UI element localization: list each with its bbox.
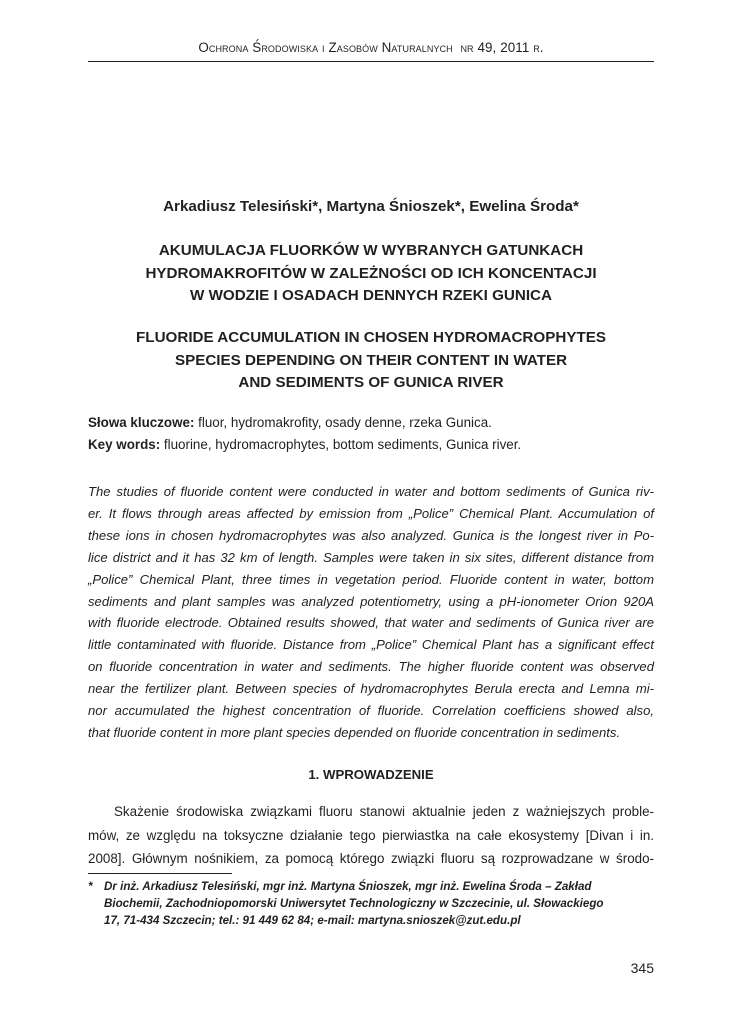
title-line: W WODZIE I OSADACH DENNYCH RZEKI GUNICA xyxy=(190,287,552,304)
author-list: Arkadiusz Telesiński*, Martyna Śnioszek*, Ewelina Środa* xyxy=(163,198,579,215)
title-polish xyxy=(88,240,654,308)
header-rule xyxy=(88,61,654,62)
abstract-line: er. It flows through areas affected by emission from „Police” Chemical Plant. Accumulation of xyxy=(88,505,654,521)
abstract xyxy=(88,481,654,744)
title-line: SPECIES DEPENDING ON THEIR CONTENT IN WATER xyxy=(174,351,568,369)
abstract-line: nor accumulated the highest concentration of fluoride. Correlation coefficiens showed also, xyxy=(88,703,654,719)
title-line: HYDROMAKROFITÓW W ZALEŻNOŚCI OD ICH KONCENTACJI xyxy=(145,264,597,282)
journal-issue: nr 49, 2011 r. xyxy=(460,40,544,55)
title-line: AKUMULACJA FLUORKÓW W WYBRANYCH GATUNKACH xyxy=(158,242,584,259)
keywords-label: Słowa kluczowe: xyxy=(88,415,195,430)
abstract-line: „Police” Chemical Plant, three times in vegetation period. Fluoride content in water, bottom xyxy=(88,571,654,587)
running-header xyxy=(88,40,654,55)
body-line: 2008]. Głównym nośnikiem, za pomocą którego związki fluoru są rozprowadzane w środo- xyxy=(88,851,654,866)
abstract-line: lice district and it has 32 km of length. Samples were taken in six sites, different distance from xyxy=(88,549,654,565)
abstract-line: that fluoride content in more plant species depended on fluoride concentration in sediments. xyxy=(88,724,621,740)
footnote-line: Biochemii, Zachodniopomorski Uniwersytet Technologiczny w Szczecinie, ul. Słowackiego xyxy=(104,897,604,910)
abstract-line: sediments and plant samples was analyzed potentiometry, using a pH-ionometer Orion 920A xyxy=(88,593,654,609)
title-line: FLUORIDE ACCUMULATION IN CHOSEN HYDROMACROPHYTES xyxy=(136,329,606,346)
keywords-value: fluor, hydromakrofity, osady denne, rzeka Gunica. xyxy=(194,415,492,430)
section-heading: 1. WPROWADZENIE xyxy=(308,767,434,782)
keywords-polish xyxy=(88,415,654,430)
abstract-line: these ions in chosen hydromacrophytes was also analyzed. Gunica is the longest river in Po- xyxy=(88,527,654,543)
footnote-line: Dr inż. Arkadiusz Telesiński, mgr inż. Martyna Śnioszek, mgr inż. Ewelina Środa – Zakład xyxy=(104,880,592,893)
footnote-marker: * xyxy=(88,880,93,893)
abstract-line: on fluoride concentration in water and sediments. The higher fluoride content was observed xyxy=(88,659,654,675)
keywords-english xyxy=(88,437,654,452)
keywords-value: fluorine, hydromacrophytes, bottom sediments, Gunica river. xyxy=(160,437,522,452)
abstract-line: The studies of fluoride content were conducted in water and bottom sediments of Gunica riv- xyxy=(88,484,654,499)
footnote xyxy=(88,878,654,929)
keywords-label: Key words: xyxy=(88,437,161,452)
title-line: AND SEDIMENTS OF GUNICA RIVER xyxy=(238,374,504,391)
body-paragraph xyxy=(88,800,654,871)
abstract-line: with fluoride electrode. Obtained results showed, that water and sediments of Gunica river are xyxy=(88,615,654,631)
body-line: Skażenie środowiska związkami fluoru stanowi aktualnie jeden z ważniejszych proble- xyxy=(114,804,654,819)
footnote-rule xyxy=(88,873,232,874)
title-english xyxy=(88,327,654,395)
abstract-line: near the fertilizer plant. Between species of hydromacrophytes Berula erecta and Lemna mi- xyxy=(88,681,654,697)
abstract-line: little contaminated with fluoride. Distance from „Police” Chemical Plant has a significant effect xyxy=(88,637,654,653)
body-line: mów, ze względu na toksyczne działanie tego pierwiastka na całe ekosystemy [Divan i in. xyxy=(88,827,654,843)
journal-name: Ochrona Środowiska i Zasobów Naturalnych xyxy=(198,40,453,55)
footnote-line: 17, 71-434 Szczecin; tel.: 91 449 62 84; e-mail: martyna.snioszek@zut.edu.pl xyxy=(104,914,521,927)
footnote-text xyxy=(104,878,654,929)
page-number: 345 xyxy=(630,960,654,976)
